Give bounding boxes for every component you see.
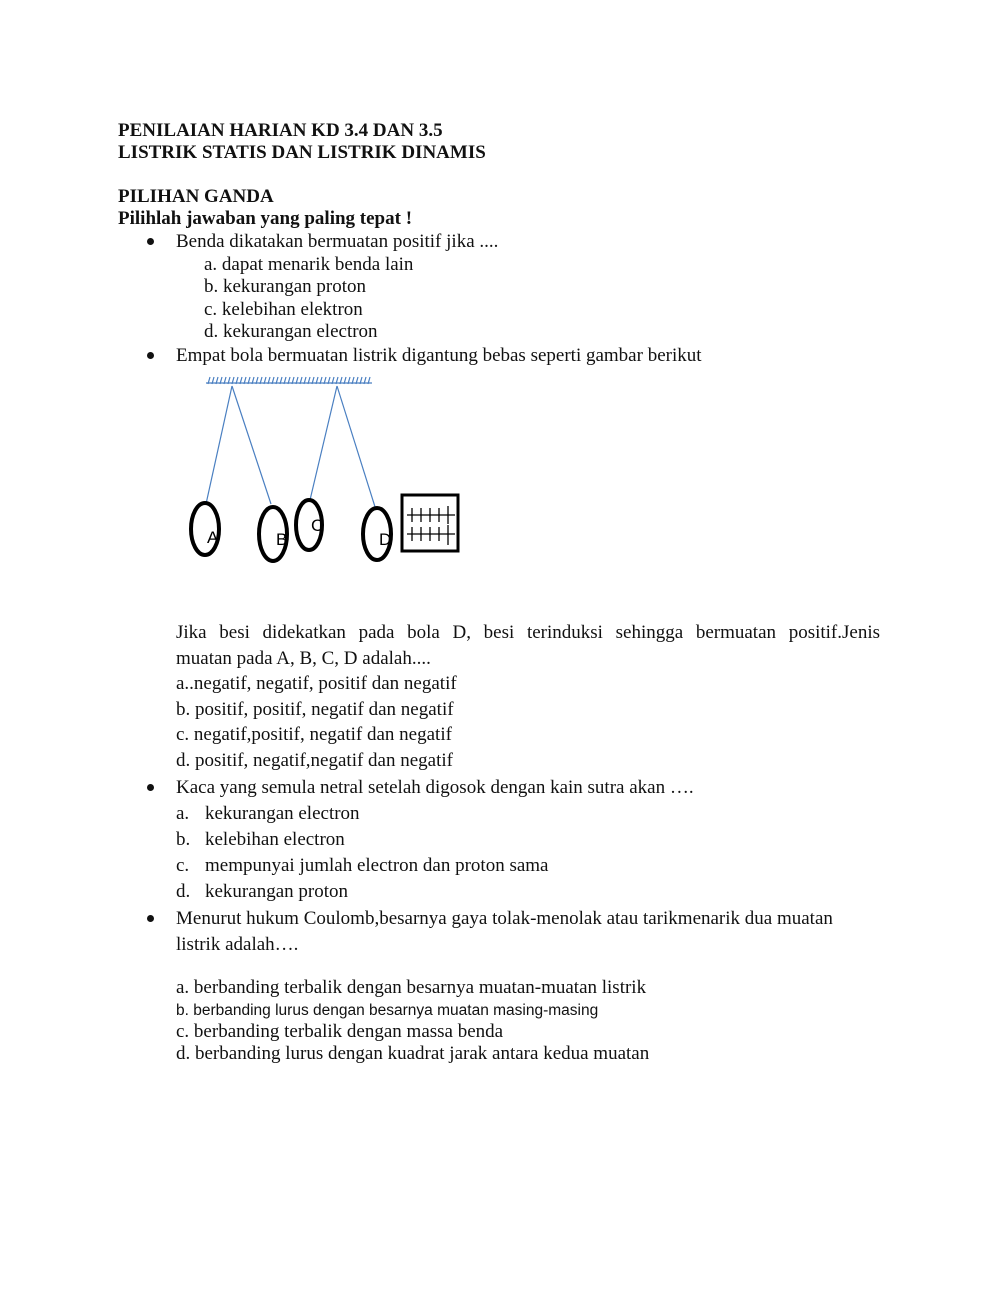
q1-option-c: c. kelebihan elektron [204,299,363,320]
q2-option-d: d. positif, negatif,negatif dan negatif [176,750,453,771]
q2-question: Empat bola bermuatan listrik digantung bebas seperti gambar berikut [176,345,702,366]
q4-option-a: a. berbanding terbalik dengan besarnya muatan-muatan listrik [176,977,647,998]
bullet-q4 [147,915,154,922]
string-a [206,386,232,504]
title-line-2: LISTRIK STATIS DAN LISTRIK DINAMIS [118,142,486,163]
string-d [337,386,376,510]
ceiling-hatch [206,377,372,384]
q2-option-a: a..negatif, negatif, positif dan negatif [176,673,457,694]
q3-option-c-letter: c. [176,855,190,876]
q2-option-c: c. negatif,positif, negatif dan negatif [176,724,452,745]
q3-question: Kaca yang semula netral setelah digosok dengan kain sutra akan …. [176,777,694,798]
bullet-q3 [147,784,154,791]
q3-option-a-letter: a. [176,803,190,824]
ball-label-a: A [207,528,219,547]
q2-body-text [176,620,880,672]
ball-label-d: D [379,530,392,549]
q2-option-b: b. positif, positif, negatif dan negatif [176,699,454,720]
q1-option-b: b. kekurangan proton [204,276,366,297]
q3-option-a-text: kekurangan electron [205,803,360,824]
q3-option-c-text: mempunyai jumlah electron dan proton sama [205,855,549,876]
q3-option-b-text: kelebihan electron [205,829,345,850]
q2-text-line-1: Jika besi didekatkan pada bola D, besi terinduksi sehingga bermuatan positif.Jenis [176,622,880,643]
q4-option-d: d. berbanding lurus dengan kuadrat jarak antara kedua muatan [176,1043,650,1064]
q1-option-d: d. kekurangan electron [204,321,378,342]
q4-option-c: c. berbanding terbalik dengan massa benda [176,1021,504,1042]
q3-option-d-letter: d. [176,881,191,902]
ball-label-c: C [311,516,324,535]
q3-option-b-letter: b. [176,829,191,850]
q4-option-b: b. berbanding lurus dengan besarnya muatan masing-masing [176,1002,599,1019]
ball-label-b: B [276,530,288,549]
iron-block [402,495,458,551]
string-c [310,386,337,500]
q4-question-line-2: listrik adalah…. [176,934,299,955]
q1-question: Benda dikatakan bermuatan positif jika .... [176,231,499,252]
string-b [232,386,271,504]
q4-question-line-1: Menurut hukum Coulomb,besarnya gaya tolak-menolak atau tarikmenarik dua muatan [176,908,833,929]
q3-option-d-text: kekurangan proton [205,881,348,902]
q1-option-a: a. dapat menarik benda lain [204,254,414,275]
q2-text-line-2: muatan pada A, B, C, D adalah.... [176,648,431,669]
instruction: Pilihlah jawaban yang paling tepat ! [118,208,413,229]
title-line-1: PENILAIAN HARIAN KD 3.4 DAN 3.5 [118,120,443,141]
section-heading: PILIHAN GANDA [118,186,274,207]
hanging-balls-figure [0,0,1000,600]
